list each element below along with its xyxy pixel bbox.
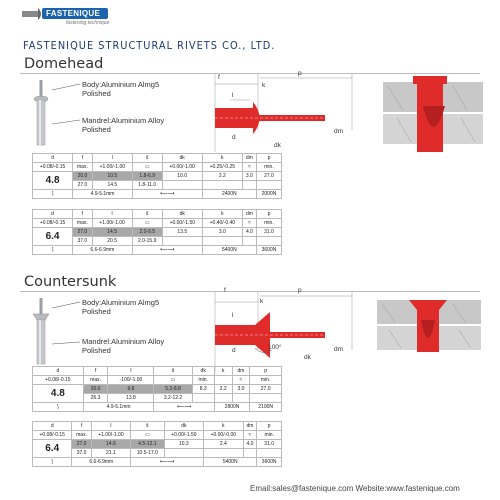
rivet-logo-icon bbox=[20, 6, 44, 24]
mandrel-label: Mandrel:Aluminium Alloy Polished bbox=[82, 337, 165, 355]
spec-table-domehead-4-8: d f l ⇕ dk k dm p +0.08/-0.15 max. +1.00/-1.00 ▭ +0.00/-1.00 +0.25/-0.25 ≈ min. 4.8 20.0 10.5 1.8-6.9 10.0 2.2 3.0 27.0 27.0 14.5 1.8-11.0 ⟆ 4.9-5.1mm ⟵⟶ 2400N 2000N bbox=[32, 153, 282, 199]
dim-angle: 100° bbox=[268, 344, 282, 351]
domehead-installed-view bbox=[383, 76, 483, 152]
footer-contact: Email:sales@fastenique.com Website:www.fastenique.com bbox=[250, 484, 460, 493]
brand-tagline: fastening technique bbox=[66, 20, 110, 26]
company-name: FASTENIQUE STRUCTURAL RIVETS CO., LTD. bbox=[23, 40, 276, 52]
brand-logo bbox=[20, 6, 130, 32]
dim-p: p bbox=[298, 287, 302, 294]
section-title-countersunk: Countersunk bbox=[24, 274, 117, 290]
brand-name: FASTENIQUE bbox=[42, 8, 108, 19]
dim-d: d bbox=[232, 134, 236, 141]
dim-dm: dm bbox=[334, 346, 344, 353]
section-title-domehead: Domehead bbox=[24, 56, 104, 72]
dim-f: f bbox=[224, 287, 226, 294]
dim-f: f bbox=[218, 74, 220, 81]
dim-l: l bbox=[232, 92, 234, 99]
spec-table-domehead-6-4: d f l ⇕ dk k dm p +0.08/-0.15 max. +1.00/-1.00 ▭ +0.00/-1.50 +0.40/-0.40 ≈ min. 6.4 27.0 14.5 2.0-9.5 13.5 3.0 4.0 31.0 37.0 20.5 2.0-15.9 ⟆ 6.6-6.9mm ⟵⟶ 5400N 3600N bbox=[32, 209, 282, 255]
body-label: Body:Aluminium Almg5 Polished bbox=[82, 80, 160, 98]
dim-dk: dk bbox=[304, 354, 311, 361]
dim-d: d bbox=[232, 347, 236, 354]
mandrel-label: Mandrel:Aluminium Alloy Polished bbox=[82, 116, 165, 134]
body-label: Body:Aluminium Almg5 Polished bbox=[82, 298, 160, 316]
dim-dm: dm bbox=[334, 128, 344, 135]
leader-lines bbox=[50, 298, 82, 358]
dim-k: k bbox=[260, 298, 264, 305]
spec-table-countersunk-6-4: d f l ⇕ dk k dm p +0.08/-0.15 max. +1.00/-1.00 ▭ +0.00/-1.50 +0.00/-0.00 ≈ min. 6.4 27.0 14.6 4.5-12.1 10.3 2.4 4.0 31.0 37.0 21.1 10.5-17.0 ⟆ 6.6-6.9mm ⟵⟶ 5400N 3600N bbox=[32, 421, 282, 467]
dim-p: p bbox=[298, 70, 302, 77]
dim-l: l bbox=[232, 312, 234, 319]
countersunk-drawing bbox=[200, 288, 360, 378]
countersunk-installed-view bbox=[377, 296, 481, 356]
dim-dk: dk bbox=[274, 142, 281, 149]
leader-lines bbox=[50, 80, 82, 140]
domehead-rivet-photo bbox=[30, 80, 52, 150]
spec-table-countersunk-4-8: d f l ⇕ dk k dm p +0.08/-0.15 max. -100/-1.00 ▭ min. ≈ min. 4.8 20.0 9.8 5.2-8.8 8.3 2.2 3.0 27.0 26.3 13.8 3.2-12.2 ⟆ 4.9-5.1mm ⟵⟶ 2800N 2100N bbox=[32, 366, 282, 412]
countersunk-rivet-photo bbox=[30, 298, 52, 368]
dim-k: k bbox=[262, 82, 266, 89]
